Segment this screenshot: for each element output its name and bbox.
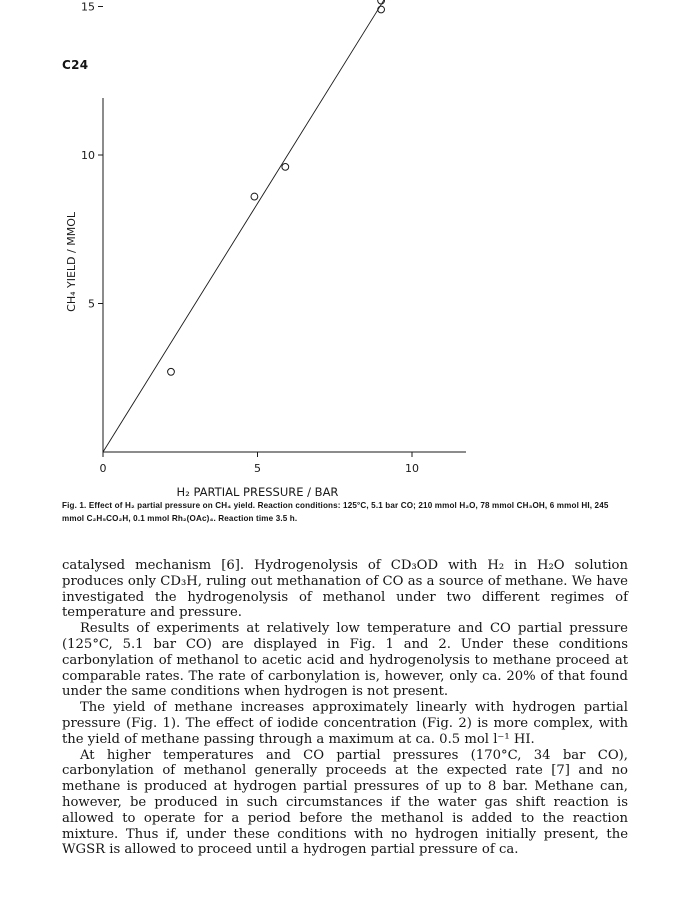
paragraph: The yield of methane increases approximately linearly with hydrogen partial pressure (Fig. 1). The effect of iodide concentration (Fig. 2) is more complex, with the yield of methane passing through a maximum at ca. 0.5 mol l⁻¹ HI.	[62, 700, 628, 747]
body-text	[62, 558, 628, 858]
x-axis-title: H₂ PARTIAL PRESSURE / BAR	[176, 485, 339, 499]
x-tick-label: 0	[99, 462, 107, 475]
page-number: C24	[62, 58, 89, 72]
paragraph: Results of experiments at relatively low temperature and CO partial pressure (125°C, 5.1 bar CO) are displayed in Fig. 1 and 2. Under these conditions carbonylation of methanol to acetic acid and hydrogenolysis to methane proceed at comparable rates. The rate of carbonylation is, however, only ca. 20% of that found under the same conditions when hydrogen is not present.	[62, 621, 628, 700]
y-tick-label: 15	[81, 0, 95, 14]
data-point	[378, 6, 385, 13]
paragraph: At higher temperatures and CO partial pressures (170°C, 34 bar CO), carbonylation of methanol generally proceeds at the expected rate [7] and no methane is produced at hydrogen partial pressures of up to 8 bar. Methane can, however, be produced in such circumstances if the water gas shift reaction is allowed to operate for a period before the methanol is added to the reaction mixture. Thus if, under these conditions with no hydrogen initially present, the WGSR is allowed to proceed until a hydrogen partial pressure of ca.	[62, 747, 628, 858]
figure-caption: Fig. 1. Effect of H₂ partial pressure on CH₄ yield. Reaction conditions: 125°C, 5.1 bar CO; 210 mmol H₂O, 78 mmol CH₃OH, 6 mmol HI, 245 mmol C₂H₅CO₂H, 0.1 mmol Rh₂(OAc)₄. Reaction time 3.5 h.	[62, 501, 609, 523]
y-axis-title: CH₄ YIELD / MMOL	[65, 211, 78, 312]
data-point	[168, 368, 175, 375]
paragraph: catalysed mechanism [6]. Hydrogenolysis of CD₃OD with H₂ in H₂O solution produces only CD₃H, ruling out methanation of CO as a source of methane. We have investigated the hydrogenolysis of methanol under two different regimes of temperature and pressure.	[62, 558, 628, 621]
fit-line	[103, 0, 397, 452]
data-point	[251, 193, 258, 200]
x-tick-label: 10	[405, 462, 419, 475]
data-point	[282, 163, 289, 170]
y-tick-label: 10	[81, 149, 95, 162]
y-tick-label: 5	[88, 297, 95, 311]
x-tick-label: 5	[254, 462, 261, 475]
